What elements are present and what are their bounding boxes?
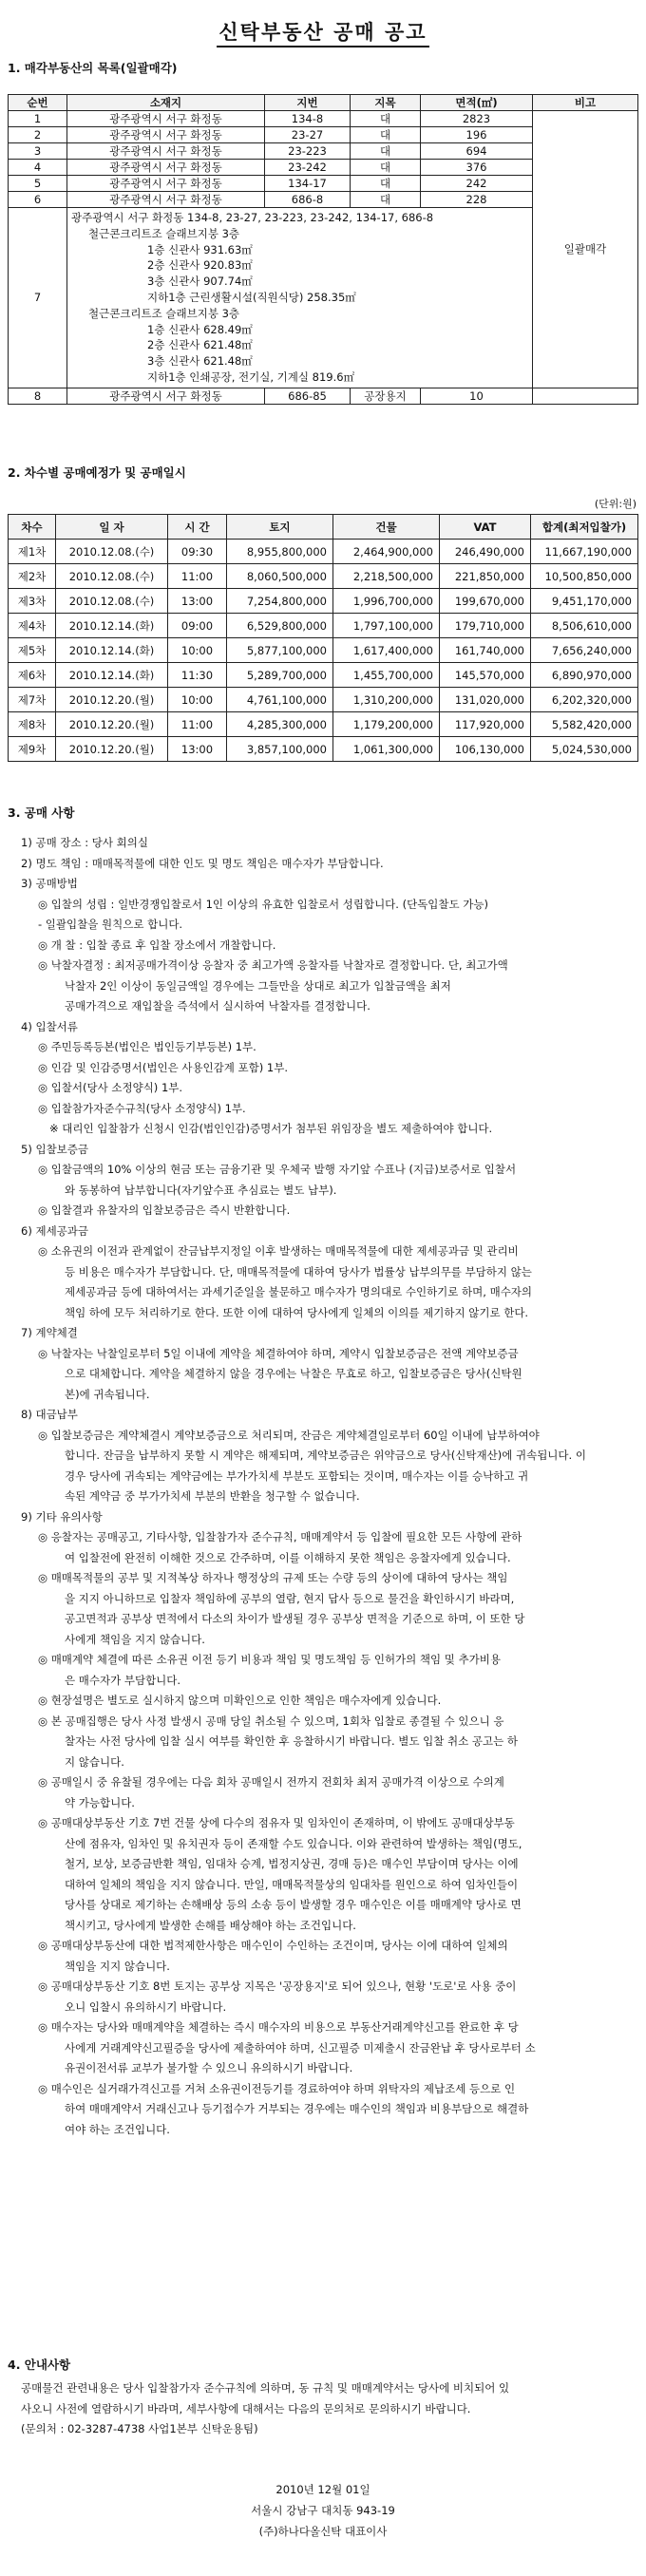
date-cell: 2010.12.20.(월): [56, 737, 168, 762]
building-detail-line: 1층 신관사 931.63㎡: [147, 242, 253, 256]
address-cell: 광주광역시 서구 화정동: [67, 388, 265, 404]
notice-line: ◎ 인감 및 인감증명서(법인은 사용인감계 포함) 1부.: [38, 1060, 288, 1074]
building-price-cell: 1,797,100,000: [333, 614, 440, 638]
land-category-cell: 대: [351, 160, 421, 176]
notice-line: 유권이전서류 교부가 불가할 수 있으니 유의하시기 바랍니다.: [65, 2061, 353, 2074]
notice-line: 당사를 상대로 제기하는 손해배상 등의 소송 등이 발생할 경우 매수인은 이를 매매계약 당사로 면: [65, 1898, 522, 1911]
vat-cell: 179,710,000: [440, 614, 531, 638]
table-row: [9, 111, 638, 127]
notice-line: 사에게 책임을 지지 않습니다.: [65, 1632, 205, 1646]
notice-line: 본)에 귀속됩니다.: [65, 1387, 150, 1401]
building-detail-line: 3층 신관사 907.74㎡: [147, 275, 253, 289]
notice-line: 7) 계약체결: [21, 1326, 78, 1339]
total-price-cell: 8,506,610,000: [531, 614, 638, 638]
notice-line: 등 비용은 매수자가 부담합니다. 단, 매매목적물에 대하여 당사가 법률상 납부의무를 부담하지 않는: [65, 1264, 532, 1279]
column-header: 면적(㎡): [421, 95, 533, 111]
notice-line: ◎ 공매일시 중 유찰될 경우에는 다음 회차 공매일시 전까지 전회차 최저 공매가격 이상으로 수의계: [38, 1775, 504, 1789]
land-category-cell: 대: [351, 127, 421, 143]
vat-cell: 199,670,000: [440, 589, 531, 614]
address-cell: 광주광역시 서구 화정동: [67, 176, 265, 192]
land-category-cell: 대: [351, 192, 421, 208]
notice-line: ◎ 입찰보증금은 계약체결시 계약보증금으로 처리되며, 잔금은 계약체결일로부터 60일 이내에 납부하여야: [38, 1428, 540, 1442]
time-cell: 10:00: [168, 688, 227, 712]
notice-line: 사에게 거래계약신고필증을 당사에 제출하여야 하며, 신고필증 미제출시 잔금완납 후 당사로부터 소: [65, 2040, 536, 2055]
round-cell: 제9차: [9, 737, 56, 762]
vat-cell: 131,020,000: [440, 688, 531, 712]
notice-line: 책시키고, 당사에게 발생한 손해를 배상해야 하는 조건입니다.: [65, 1918, 356, 1932]
notice-line: 3) 공매방법: [21, 877, 78, 890]
round-cell: 제3차: [9, 589, 56, 614]
land-price-cell: 8,955,800,000: [227, 540, 333, 564]
total-price-cell: 7,656,240,000: [531, 638, 638, 663]
notice-line: ◎ 소유권의 이전과 관계없이 잔금납부지정일 이후 발생하는 매매목적물에 대한 제세공과금 및 관리비: [38, 1244, 519, 1258]
remark-cell: 일괄매각: [533, 111, 638, 388]
notice-line: 으로 대체합니다. 계약을 체결하지 않을 경우에는 낙찰은 무효로 하고, 입찰보증금은 당사(신탁원: [65, 1367, 522, 1380]
total-price-cell: 9,451,170,000: [531, 589, 638, 614]
row-number: 6: [9, 192, 67, 208]
vat-cell: 106,130,000: [440, 737, 531, 762]
notice-line: ◎ 공매대상부동산에 대한 법적제한사항은 매수인이 수인하는 조건이며, 당사는 이에 대하여 일체의: [38, 1939, 508, 1952]
date-cell: 2010.12.20.(월): [56, 712, 168, 737]
table-row: [9, 564, 638, 589]
address-cell: 광주광역시 서구 화정동: [67, 192, 265, 208]
address-cell: 광주광역시 서구 화정동: [67, 143, 265, 160]
notice-line: 대하여 일체의 책임을 지지 않습니다. 만일, 매매목적물상의 임대차를 원인으로 하여 임차인들이: [65, 1877, 519, 1891]
notice-line: 책임을 지지 않습니다.: [65, 1959, 170, 1973]
row-number: 3: [9, 143, 67, 160]
notice-line: 공고면적과 공부상 면적에서 다소의 차이가 발생될 경우 공부상 면적을 기준으로 하며, 이 또한 당: [65, 1612, 525, 1625]
notice-line: ◎ 매매목적물의 공부 및 지적복상 하자나 행정상의 규제 또는 수량 등의 상이에 대하여 당사는 책임: [38, 1571, 508, 1584]
building-detail-line: 철근콘크리트조 슬래브지붕 3층: [88, 226, 240, 240]
remark-cell: [533, 388, 638, 404]
building-price-cell: 1,455,700,000: [333, 663, 440, 688]
building-detail-line: 지하1층 근린생활시설(직원식당) 258.35㎡: [147, 290, 356, 304]
area-cell: 2823: [421, 111, 533, 127]
building-detail-line: 3층 신관사 621.48㎡: [147, 354, 253, 369]
table-row: [9, 614, 638, 638]
time-cell: 13:00: [168, 589, 227, 614]
notice-line: 1) 공매 장소 : 당사 회의실: [21, 836, 148, 849]
land-price-cell: 3,857,100,000: [227, 737, 333, 762]
time-cell: 13:00: [168, 737, 227, 762]
vat-cell: 145,570,000: [440, 663, 531, 688]
column-header: 건물: [333, 515, 440, 540]
round-cell: 제8차: [9, 712, 56, 737]
table-header-row: [9, 515, 638, 540]
row-number: 1: [9, 111, 67, 127]
date-cell: 2010.12.14.(화): [56, 614, 168, 638]
time-cell: 11:00: [168, 712, 227, 737]
time-cell: 09:30: [168, 540, 227, 564]
round-cell: 제2차: [9, 564, 56, 589]
notice-line: ◎ 입찰의 성립 : 일반경쟁입찰로서 1인 이상의 유효한 입찰로서 성립합니다. (단독입찰도 가능): [38, 897, 488, 911]
notice-line: ◎ 입찰금액의 10% 이상의 현금 또는 금융기관 및 우체국 발행 자기앞 수표나 (지급)보증서로 입찰서: [38, 1163, 517, 1176]
address-cell: 광주광역시 서구 화정동: [67, 127, 265, 143]
total-price-cell: 6,890,970,000: [531, 663, 638, 688]
total-price-cell: 11,667,190,000: [531, 540, 638, 564]
lot-number-cell: 23-27: [265, 127, 351, 143]
building-price-cell: 1,179,200,000: [333, 712, 440, 737]
notice-line: ※ 대리인 입찰참가 신청시 인감(법인인감)증명서가 첨부된 위임장을 별도 제출하여야 합니다.: [49, 1122, 493, 1135]
notice-line: (문의처 : 02-3287-4738 사업1본부 신탁운용팀): [21, 2422, 258, 2435]
round-cell: 제5차: [9, 638, 56, 663]
area-cell: 10: [421, 388, 533, 404]
lot-number-cell: 686-85: [265, 388, 351, 404]
area-cell: 196: [421, 127, 533, 143]
total-price-cell: 10,500,850,000: [531, 564, 638, 589]
column-header: 토지: [227, 515, 333, 540]
notice-line: ◎ 개 찰 : 입찰 종료 후 입찰 장소에서 개찰합니다.: [38, 938, 276, 952]
time-cell: 11:30: [168, 663, 227, 688]
notice-line: 책임 하에 모두 처리하기로 한다. 또한 이에 대하여 당사에게 일체의 이의를 제기하지 않기로 한다.: [65, 1305, 529, 1319]
table-header-row: [9, 95, 638, 111]
date-cell: 2010.12.08.(수): [56, 540, 168, 564]
table-row: [9, 589, 638, 614]
notice-line: 오니 입찰시 유의하시기 바랍니다.: [65, 1999, 227, 2014]
unit-label: (단위:원): [594, 498, 636, 510]
total-price-cell: 6,202,320,000: [531, 688, 638, 712]
table-row: [9, 388, 638, 404]
row-number: 5: [9, 176, 67, 192]
time-cell: 11:00: [168, 564, 227, 589]
lot-number-cell: 686-8: [265, 192, 351, 208]
notice-date: 2010년 12월 01일: [276, 2483, 370, 2496]
column-header: 합계(최저입찰가): [531, 515, 638, 540]
column-header: 시 간: [168, 515, 227, 540]
building-price-cell: 1,617,400,000: [333, 638, 440, 663]
notice-line: ◎ 낙찰자는 낙찰일로부터 5일 이내에 계약을 체결하여야 하며, 계약시 입찰보증금은 전액 계약보증금: [38, 1346, 519, 1360]
vat-cell: 161,740,000: [440, 638, 531, 663]
land-price-cell: 7,254,800,000: [227, 589, 333, 614]
notice-line: 철거, 보상, 보증금반환 책임, 임대차 승계, 법정지상권, 경매 등)은 매수인 부담이며 당사는 이에: [65, 1857, 519, 1870]
page-title: 신탁부동산 공매 공고: [0, 17, 646, 46]
total-price-cell: 5,024,530,000: [531, 737, 638, 762]
column-header: 차수: [9, 515, 56, 540]
building-price-cell: 2,464,900,000: [333, 540, 440, 564]
notice-line: ◎ 본 공매집행은 당사 사정 발생시 공매 당일 취소될 수 있으며, 1회차 입찰로 종결될 수 있으니 응: [38, 1714, 504, 1728]
section-3-heading: 3. 공매 사항: [8, 805, 75, 820]
lot-number-cell: 23-242: [265, 160, 351, 176]
notice-line: ◎ 낙찰자결정 : 최저공매가격이상 응찰자 중 최고가액 응찰자를 낙찰자로 결정합니다. 단, 최고가액: [38, 958, 508, 972]
row-number: 7: [9, 208, 67, 388]
notice-line: 합니다. 잔금을 납부하지 못할 시 계약은 해제되며, 계약보증금은 위약금으로 당사(신탁재산)에 귀속됩니다. 이: [65, 1449, 586, 1462]
notice-line: 제세공과금 등에 대하여서는 과세기준일을 불문하고 매수자가 명의대로 수인하기로 하며, 매수자의: [65, 1285, 533, 1298]
round-cell: 제7차: [9, 688, 56, 712]
notice-line: 산에 점유자, 임차인 및 유치권자 등이 존재할 수도 있습니다. 이와 관련하여 발생하는 책임(명도,: [65, 1836, 522, 1850]
notice-line: ◎ 입찰참가자준수규칙(당사 소정양식) 1부.: [38, 1101, 246, 1115]
notice-line: 을 지지 아니하므로 입찰자 책임하에 공부의 열람, 현지 답사 등으로 물건을 확인하시기 바라며,: [65, 1591, 515, 1605]
building-price-cell: 1,996,700,000: [333, 589, 440, 614]
building-price-cell: 2,218,500,000: [333, 564, 440, 589]
date-cell: 2010.12.20.(월): [56, 688, 168, 712]
land-category-cell: 대: [351, 111, 421, 127]
column-header: VAT: [440, 515, 531, 540]
notice-line: 경우 당사에 귀속되는 계약금에는 부가가치세 부분도 포함되는 것이며, 매수자는 이를 승낙하고 귀: [65, 1468, 529, 1483]
schedule-table: [8, 514, 638, 762]
date-cell: 2010.12.08.(수): [56, 589, 168, 614]
notice-line: 2) 명도 책임 : 매매목적물에 대한 인도 및 명도 책임은 매수자가 부담합니다.: [21, 856, 384, 870]
address-cell: 광주광역시 서구 화정동: [67, 160, 265, 176]
column-header: 비고: [533, 95, 638, 111]
building-detail-line: 2층 신관사 920.83㎡: [147, 258, 253, 273]
area-cell: 228: [421, 192, 533, 208]
column-header: 지번: [265, 95, 351, 111]
total-price-cell: 5,582,420,000: [531, 712, 638, 737]
notice-line: 여야 하는 조건입니다.: [65, 2122, 170, 2136]
notice-line: 하여 매매계약서 거래신고나 등기접수가 거부되는 경우에는 매수인의 책임과 비용부담으로 해결하: [65, 2102, 529, 2115]
building-detail-cell: [67, 208, 533, 388]
building-price-cell: 1,061,300,000: [333, 737, 440, 762]
time-cell: 10:00: [168, 638, 227, 663]
lot-number-cell: 23-223: [265, 143, 351, 160]
notice-line: 공매가격으로 재입찰을 즉석에서 실시하여 낙찰자를 결정합니다.: [65, 999, 370, 1013]
table-row: [9, 540, 638, 564]
building-detail-line: 2층 신관사 621.48㎡: [147, 338, 253, 352]
column-header: 소재지: [67, 95, 265, 111]
notice-line: 8) 대금납부: [21, 1408, 78, 1421]
notice-line: 공매물건 관련내용은 당사 입찰참가자 준수규칙에 의하며, 동 규칙 및 매매계약서는 당사에 비치되어 있: [21, 2381, 510, 2395]
notice-line: 사오니 사전에 열람하시기 바라며, 세부사항에 대해서는 다음의 문의처로 문의하시기 바랍니다.: [21, 2401, 471, 2415]
section-1-heading: 1. 매각부동산의 목록(일괄매각): [8, 61, 178, 75]
round-cell: 제1차: [9, 540, 56, 564]
notice-line: - 일괄입찰을 원칙으로 합니다.: [38, 918, 183, 931]
building-detail-line: 철근콘크리트조 슬래브지붕 3층: [88, 306, 240, 320]
company-address: 서울시 강남구 대치동 943-19: [251, 2504, 395, 2517]
vat-cell: 221,850,000: [440, 564, 531, 589]
area-cell: 376: [421, 160, 533, 176]
column-header: 일 자: [56, 515, 168, 540]
area-cell: 694: [421, 143, 533, 160]
vat-cell: 117,920,000: [440, 712, 531, 737]
column-header: 순번: [9, 95, 67, 111]
date-cell: 2010.12.08.(수): [56, 564, 168, 589]
land-price-cell: 6,529,800,000: [227, 614, 333, 638]
land-price-cell: 4,761,100,000: [227, 688, 333, 712]
building-price-cell: 1,310,200,000: [333, 688, 440, 712]
area-cell: 242: [421, 176, 533, 192]
land-category-cell: 대: [351, 176, 421, 192]
land-price-cell: 4,285,300,000: [227, 712, 333, 737]
row-number: 8: [9, 388, 67, 404]
notice-line: ◎ 공매대상부동산 기호 8번 토지는 공부상 지목은 '공장용지'로 되어 있으나, 현황 '도로'로 사용 중이: [38, 1979, 517, 1993]
notice-line: 와 동봉하여 납부합니다(자기앞수표 추심료는 별도 납부).: [65, 1183, 337, 1197]
table-row: [9, 638, 638, 663]
land-price-cell: 8,060,500,000: [227, 564, 333, 589]
lot-number-cell: 134-17: [265, 176, 351, 192]
notice-line: 6) 제세공과금: [21, 1223, 89, 1238]
notice-line: ◎ 공매대상부동산 기호 7번 건물 상에 다수의 점유자 및 임차인이 존재하며, 이 밖에도 공매대상부동: [38, 1816, 515, 1829]
building-detail-line: 1층 신관사 628.49㎡: [147, 322, 253, 336]
property-list-table: [8, 94, 638, 405]
row-number: 2: [9, 127, 67, 143]
round-cell: 제6차: [9, 663, 56, 688]
notice-line: ◎ 입찰서(당사 소정양식) 1부.: [38, 1081, 183, 1094]
notice-line: 은 매수자가 부담합니다.: [65, 1673, 181, 1687]
table-row: [9, 688, 638, 712]
notice-line: ◎ 매수자는 당사와 매매계약을 체결하는 즉시 매수자의 비용으로 부동산거래계약신고를 완료한 후 당: [38, 2020, 519, 2034]
section-4-body: [8, 2378, 638, 2440]
land-category-cell: 대: [351, 143, 421, 160]
notice-footer: [0, 2479, 646, 2542]
lot-number-cell: 134-8: [265, 111, 351, 127]
round-cell: 제4차: [9, 614, 56, 638]
notice-line: 찰자는 사전 당사에 입찰 실시 여부를 확인한 후 응찰하시기 바랍니다. 별도 입찰 취소 공고는 하: [65, 1734, 518, 1748]
notice-line: 9) 기타 유의사항: [21, 1509, 103, 1524]
address-cell: 광주광역시 서구 화정동: [67, 111, 265, 127]
building-detail-line: 지하1층 인쇄공장, 전기실, 기계실 819.6㎡: [147, 369, 355, 384]
notice-line: ◎ 주민등록등본(법인은 법인등기부등본) 1부.: [38, 1040, 256, 1053]
column-header: 지목: [351, 95, 421, 111]
notice-line: 4) 입찰서류: [21, 1019, 78, 1033]
date-cell: 2010.12.14.(화): [56, 638, 168, 663]
table-row: [9, 712, 638, 737]
vat-cell: 246,490,000: [440, 540, 531, 564]
section-4-heading: 4. 안내사항: [8, 2358, 71, 2372]
notice-line: 약 가능합니다.: [65, 1795, 135, 1809]
land-price-cell: 5,877,100,000: [227, 638, 333, 663]
notice-line: 5) 입찰보증금: [21, 1142, 89, 1156]
table-row: [9, 737, 638, 762]
land-category-cell: 공장용지: [351, 388, 421, 404]
date-cell: 2010.12.14.(화): [56, 663, 168, 688]
notice-line: 여 입찰전에 완전히 이해한 것으로 간주하며, 이를 이해하지 못한 책임은 응찰자에게 있습니다.: [65, 1550, 511, 1564]
row-number: 4: [9, 160, 67, 176]
table-row: [9, 663, 638, 688]
notice-line: ◎ 현장설명은 별도로 실시하지 않으며 미확인으로 인한 책임은 매수자에게 있습니다.: [38, 1694, 442, 1707]
land-price-cell: 5,289,700,000: [227, 663, 333, 688]
notice-line: ◎ 응찰자는 공매공고, 기타사항, 입찰참가자 준수규칙, 매매계약서 등 입찰에 필요한 모든 사항에 관하: [38, 1530, 522, 1544]
building-detail-line: 광주광역시 서구 화정동 134-8, 23-27, 23-223, 23-242, 134-17, 686-8: [71, 211, 434, 224]
notice-line: ◎ 매매계약 체결에 따른 소유권 이전 등기 비용과 책임 및 명도책임 등 인허가의 책임 및 추가비용: [38, 1653, 502, 1666]
section-3-body: [8, 833, 638, 2140]
notice-line: ◎ 매수인은 실거래가격신고를 거쳐 소유권이전등기를 경료하여야 하며 위탁자의 제납조세 등으로 인: [38, 2081, 516, 2095]
notice-line: 낙찰자 2인 이상이 동일금액일 경우에는 그들만을 상대로 최고가 입찰금액을 최저: [65, 978, 451, 993]
time-cell: 09:00: [168, 614, 227, 638]
notice-line: ◎ 입찰결과 유찰자의 입찰보증금은 즉시 반환합니다.: [38, 1203, 291, 1217]
notice-line: 속된 계약금 중 부가가치세 부분의 반환을 청구할 수 없습니다.: [65, 1489, 360, 1503]
company-name: (주)하나다올신탁 대표이사: [258, 2525, 388, 2538]
section-2-heading: 2. 차수별 공매예정가 및 공매일시: [8, 465, 186, 480]
notice-line: 지 않습니다.: [65, 1754, 124, 1769]
